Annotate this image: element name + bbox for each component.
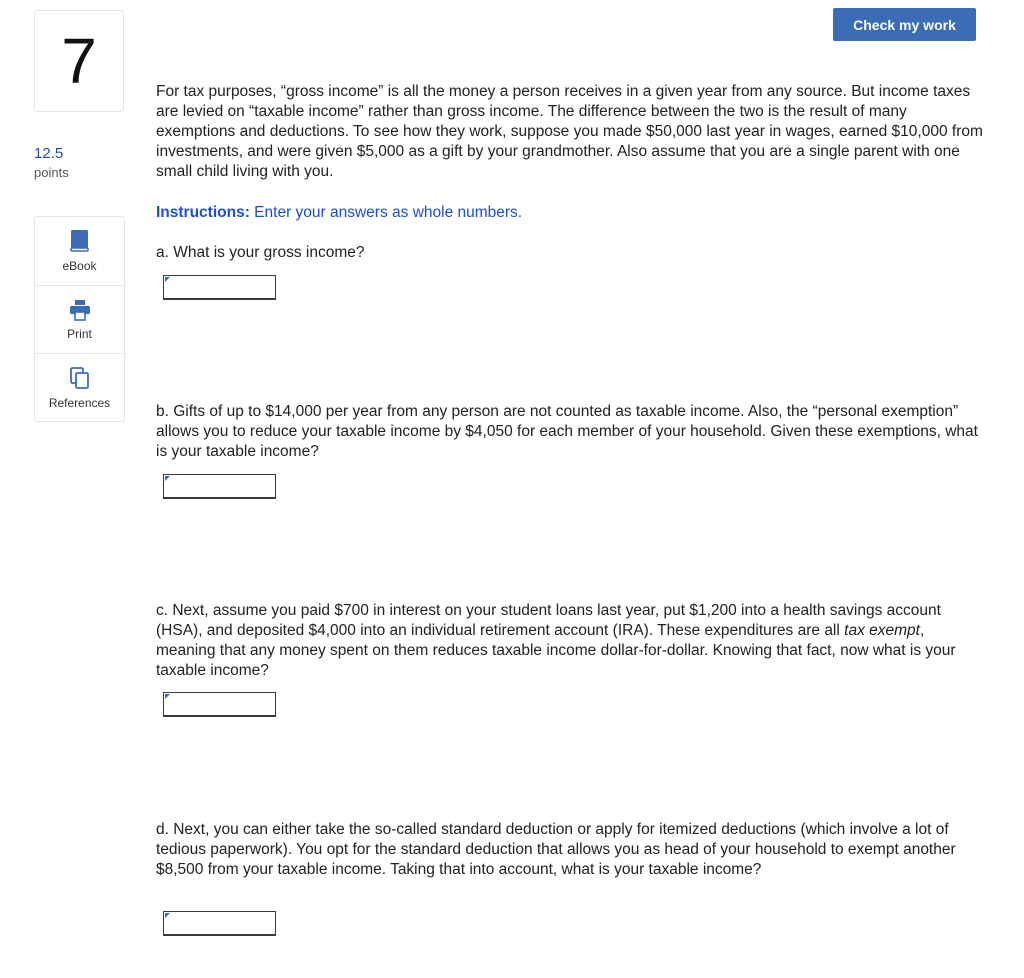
points-block [34,144,69,181]
part-b-question: b. Gifts of up to $14,000 per year from any person are not counted as taxable income. Also, the “personal exemption” allows you to reduce your taxable income by $4,050 for each member of your household. Given these exemptions, what is your taxable income? [156,403,978,460]
part-c-answer-wrap [163,692,276,717]
part-c-emphasis: tax exempt [844,622,920,639]
copy-icon [69,366,91,390]
part-a-answer-wrap [163,275,276,300]
question-number: 7 [61,25,97,97]
part-c-text-before: c. Next, assume you paid $700 in interest on your student loans last year, put $1,200 into a health savings account (HSA), and deposited $4,000 into an individual retirement account (IRA). These expenditures are all [156,602,941,639]
part-b-answer-input[interactable] [163,474,276,499]
part-c-answer-input[interactable] [163,692,276,717]
part-a-answer-input[interactable] [163,275,276,300]
instructions-label: Instructions: [156,204,250,221]
references-label: References [48,395,111,410]
tools-panel [34,216,125,422]
ebook-label: eBook [62,259,97,273]
printer-icon [69,299,91,321]
part-d-question: d. Next, you can either take the so-called standard deduction or apply for itemized deductions (which involve a lot of tedious paperwork). You opt for the standard deduction that allows you as head of your household to exempt another $8,500 from your taxable income. Taking that into account, what is your taxable income? [156,821,956,878]
question-number-box [34,10,124,112]
instructions-text: Enter your answers as whole numbers. [249,204,523,221]
part-c-question [156,601,984,681]
part-c-text-after: , meaning that any money spent on them reduces taxable income dollar-for-dollar. Knowing that fact, now what is your taxable income? [156,622,956,679]
part-d-answer-input[interactable] [163,911,276,936]
check-my-work-button[interactable]: Check my work [833,8,976,41]
part-d-answer-wrap [163,911,276,936]
part-a-question: a. What is your gross income? [156,244,365,261]
book-icon [69,229,91,253]
points-value: 12.5 [34,145,64,162]
references-button[interactable] [35,353,124,421]
print-label: Print [67,326,92,341]
question-intro [156,82,984,182]
part-b-answer-wrap [163,474,276,499]
print-button[interactable] [35,285,124,353]
ebook-button[interactable] [35,217,124,285]
intro-text: For tax purposes, “gross income” is all the money a person receives in a given year from any source. But income taxes are levied on “taxable income” rather than gross income. The difference between the two is the result of many exemptions and deductions. To see how they work, suppose you made $50,000 last year in wages, earned $10,000 from investments, and were given $5,000 as a gift by your grandmother. Also assume that you are a single parent with one small child living with you. [156,83,983,180]
instructions [156,203,522,223]
points-label: points [34,165,69,180]
